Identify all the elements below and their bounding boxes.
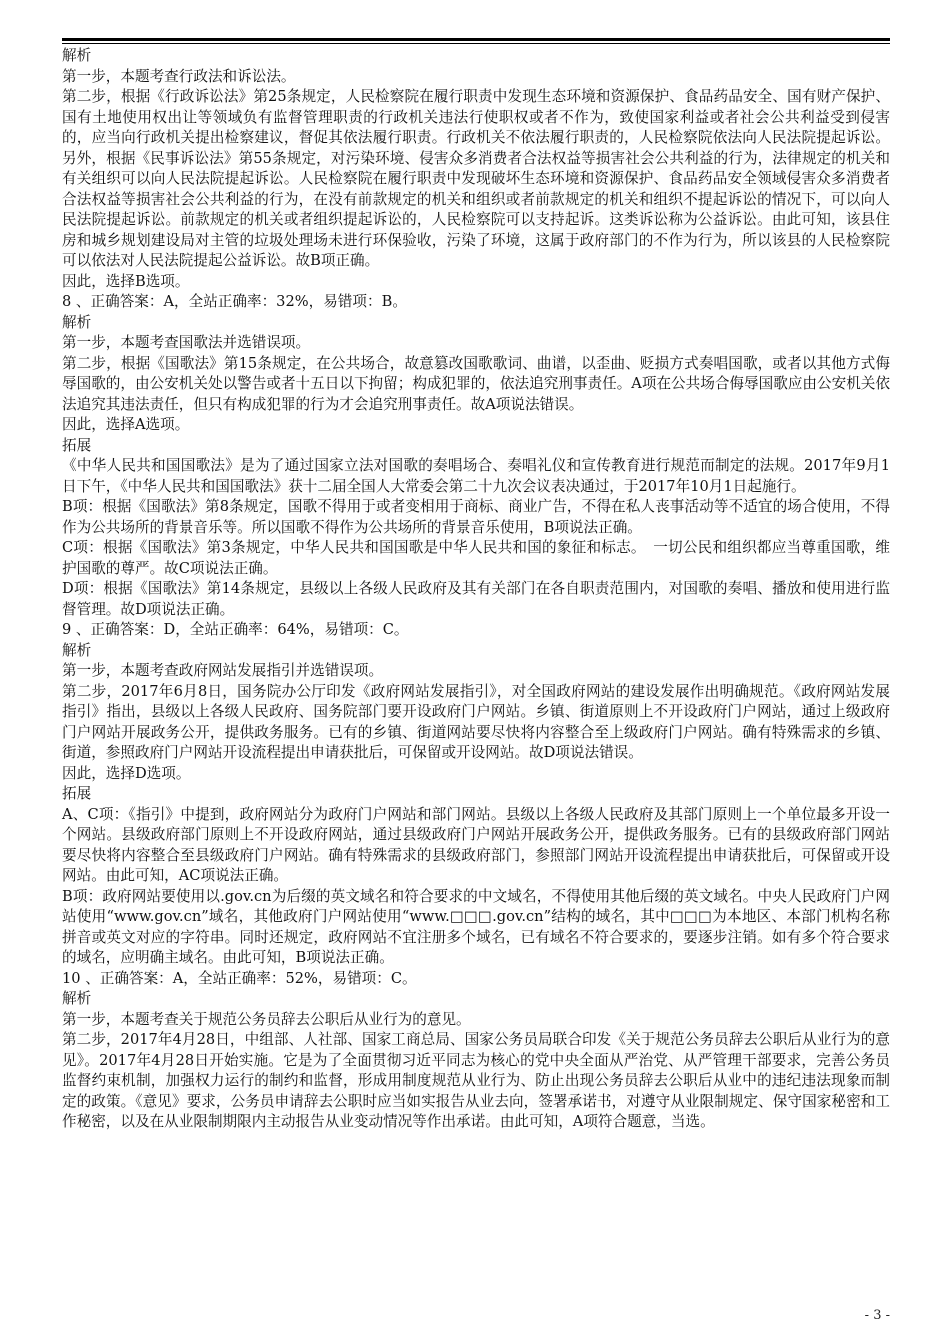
paragraph: 解析 (62, 990, 92, 1007)
paragraph: 拓展 (62, 785, 92, 802)
paragraph: 第二步，2017年4月28日，中组部、人社部、国家工商总局、国家公务员局联合印发《关于规范公务员辞去公职后从业行为的意见》。2017年4月28日开始实施。它是为了全面贯彻习近平同志为核心的党中央全面从严治党、从严管理干部要求，完善公务员监督约束机制，加强权力运行的制约和监督，形成用制度规范从业行为、防止出现公务员辞去公职后从业中的违纪违法现象而制定的政策。《意见》要求，公务员申请辞去公职时应当如实报告从业去向，签署承诺书，对遵守从业限制规定、保守国家秘密和工作秘密，以及在从业限制期限内主动报告从业变动情况等作出承诺。由此可知，A项符合题意，当选。 (62, 1031, 890, 1130)
paragraph: 第一步，本题考查行政法和诉讼法。 (62, 67, 296, 85)
paragraph: 因此，选择B选项。 (62, 272, 190, 290)
paragraph: C项：根据《国歌法》第3条规定，中华人民共和国国歌是中华人民共和国的象征和标志。 一切公民和组织都应当尊重国歌，维护国歌的尊严。故C项说法正确。 (62, 539, 890, 577)
paragraph: D项：根据《国歌法》第14条规定，县级以上各级人民政府及其有关部门在各自职责范围内，对国歌的奏唱、播放和使用进行监督管理。故D项说法正确。 (62, 580, 890, 618)
paragraph: 拓展 (62, 436, 92, 454)
paragraph: B项：根据《国歌法》第8条规定，国歌不得用于或者变相用于商标、商业广告，不得在私人丧事活动等不适宜的场合使用，不得作为公共场所的背景音乐等。所以国歌不得作为公共场所的背景音乐使用，B项说法正确。 (62, 498, 890, 536)
paragraph: 9 、正确答案：D，全站正确率：64%，易错项：C。 (62, 621, 409, 638)
paragraph: 解析 (62, 641, 92, 659)
paragraph: 第一步，本题考查国歌法并选错误项。 (62, 334, 311, 351)
paragraph: 因此，选择A选项。 (62, 416, 190, 433)
header-rule-thin (62, 43, 890, 44)
document-page (62, 0, 890, 1344)
paragraph: 第二步，根据《行政诉讼法》第25条规定，人民检察院在履行职责中发现生态环境和资源保护、食品药品安全、国有财产保护、国有土地使用权出让等领域负有监督管理职责的行政机关违法行使职权或者不作为，致使国家利益或者社会公共利益受到侵害的，应当向行政机关提出检察建议，督促其依法履行职责。行政机关不依法履行职责的，人民检察院依法向人民法院提起诉讼。另外，根据《民事诉讼法》第55条规定，对污染环境、侵害众多消费者合法权益等损害社会公共利益的行为，法律规定的机关和有关组织可以向人民法院提起诉讼。人民检察院在履行职责中发现破坏生态环境和资源保护、食品药品安全领域侵害众多消费者合法权益等损害社会公共利益的行为，在没有前款规定的机关和组织或者前款规定的机关和组织不提起诉讼的情况下，可以向人民法院提起诉讼。前款规定的机关或者组织提起诉讼的，人民检察院可以支持起诉。这类诉讼称为公益诉讼。由此可知，该县住房和城乡规划建设局对主管的垃圾处理场未进行环保验收，污染了环境，这属于政府部门的不作为行为，所以该县的人民检察院可以依法对人民法院提起公益诉讼。故B项正确。 (62, 88, 890, 269)
paragraph: B项：政府网站要使用以.gov.cn为后缀的英文域名和符合要求的中文域名，不得使用其他后缀的英文域名。中央人民政府门户网站使用“www.gov.cn”域名，其他政府门户网站使用“www.□□□.gov.cn”结构的域名，其中□□□为本地区、本部门机构名称拼音或英文对应的字符串。同时还规定，政府网站不宜注册多个域名，已有域名不符合要求的，要逐步注销。如有多个符合要求的域名，应明确主域名。由此可知，B项说法正确。 (62, 887, 890, 966)
paragraph: 因此，选择D选项。 (62, 764, 191, 782)
paragraph: 第一步，本题考查关于规范公务员辞去公职后从业行为的意见。 (62, 1010, 471, 1028)
paragraph: 解析 (62, 313, 92, 331)
paragraph: 8 、正确答案：A，全站正确率：32%，易错项：B。 (62, 293, 407, 310)
paragraph: 第二步，2017年6月8日，国务院办公厅印发《政府网站发展指引》，对全国政府网站的建设发展作出明确规范。《政府网站发展指引》指出，县级以上各级人民政府、国务院部门要开设政府门户网站。乡镇、街道原则上不开设政府门户网站，通过上级政府门户网站开展政务公开，提供政务服务。已有的乡镇、街道网站要尽快将内容整合至上级政府门户网站。确有特殊需求的乡镇、街道，参照政府门户网站开设流程提出申请获批后，可保留或开设网站。故D项说法错误。 (62, 682, 890, 761)
paragraph: 10 、正确答案：A，全站正确率：52%，易错项：C。 (62, 969, 417, 987)
paragraph: 第一步，本题考查政府网站发展指引并选错误项。 (62, 662, 384, 679)
paragraph: A、C项：《指引》中提到，政府网站分为政府门户网站和部门网站。县级以上各级人民政府及其部门原则上一个单位最多开设一个网站。县级政府部门原则上不开设政府网站，通过县级政府门户网站开展政务公开，提供政务服务。已有的县级政府部门网站要尽快将内容整合至县级政府门户网站。确有特殊需求的县级政府部门，参照部门网站开设流程提出申请获批后，可保留或开设网站。由此可知，AC项说法正确。 (62, 805, 890, 884)
paragraph: 解析 (62, 47, 92, 64)
paragraph: 第二步，根据《国歌法》第15条规定，在公共场合，故意篡改国歌歌词、曲谱，以歪曲、贬损方式奏唱国歌，或者以其他方式侮辱国歌的，由公安机关处以警告或者十五日以下拘留；构成犯罪的，依法追究刑事责任。A项在公共场合侮辱国歌应由公安机关依法追究其违法责任，但只有构成犯罪的行为才会追究刑事责任。故A项说法错误。 (62, 354, 890, 413)
page-number: - 3 - (864, 1308, 890, 1323)
header-rule (62, 38, 890, 41)
document-body (62, 46, 890, 1133)
paragraph: 《中华人民共和国国歌法》是为了通过国家立法对国歌的奏唱场合、奏唱礼仪和宣传教育进行规范而制定的法规。2017年9月1日下午，《中华人民共和国国歌法》获十二届全国人大常委会第二十九次会议表决通过，于2017年10月1日起施行。 (62, 457, 890, 495)
